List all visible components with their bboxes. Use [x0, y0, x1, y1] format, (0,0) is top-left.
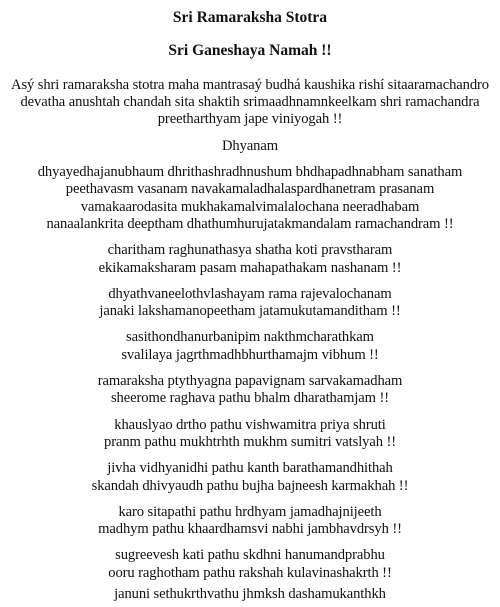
verse-line: januni sethukrthvathu jhmksh dashamukanthkh	[114, 586, 386, 602]
section-heading: Dhyanam	[221, 138, 279, 154]
intro-line: preetharthyam jape viniyogah !!	[157, 111, 343, 127]
verse-line: ramaraksha ptythyagna papavignam sarvakamadham	[97, 373, 403, 389]
verse-line: sasithondhanurbanipim nakthmcharathkam	[126, 329, 374, 345]
dhyanam-line: vamakaarodasita mukhakamalvimalalochana neeradhabam	[80, 199, 420, 215]
dhyanam-line: peethavasm vasanam navakamaladhalaspardhanetram prasanam	[65, 181, 435, 197]
verse-line: khauslyao drtho pathu vishwamitra priya shruti	[114, 417, 386, 433]
verse-line: sheerome raghava pathu bhalm dharathamjam !!	[110, 390, 390, 406]
verse-line: skandah dhivyaudh pathu bujha bajneesh karmakhah !!	[91, 478, 409, 494]
verse-line: janaki lakshamanopeetham jatamukutamanditham !!	[99, 303, 401, 319]
intro-line: devatha anushtah chandah sita shaktih srimaadhnamnkeelkam shri ramachandra	[20, 94, 480, 110]
verse-line: jivha vidhyanidhi pathu kanth barathamandhithah	[107, 460, 393, 476]
dhyanam-line: dhyayedhajanubhaum dhrithashradhnushum bhdhapadhnabham sanatham	[37, 164, 463, 180]
verse-line: sugreevesh kati pathu skdhni hanumandprabhu	[115, 547, 385, 563]
verse-line: charitham raghunathasya shatha koti pravstharam	[107, 242, 393, 258]
verse-line: svalilaya jagrthmadhbhurthamajm vibhum !!	[121, 347, 379, 363]
verse-line: ekikamaksharam pasam mahapathakam nashanam !!	[98, 260, 402, 276]
verse-line: karo sitapathi pathu hrdhyam jamadhajnijeeth	[118, 504, 382, 520]
verse-line: pranm pathu mukhtrhth mukhm sumitri vatslyah !!	[104, 434, 396, 450]
intro-line: Asý shri ramaraksha stotra maha mantrasaý budhá kaushika rishí sitaaramachandro	[11, 77, 489, 93]
document-subtitle: Sri Ganeshaya Namah !!	[168, 42, 332, 59]
verse-line: dhyathvaneelothvlashayam rama rajevalochanam	[108, 286, 392, 302]
verse-line: madhym pathu khaardhamsvi nabhi jambhavdrsyh !!	[98, 521, 402, 537]
document-title: Sri Ramaraksha Stotra	[172, 9, 328, 26]
dhyanam-line: nanaalankrita deeptham dhathumhurujatakmandalam ramachandram !!	[46, 216, 454, 232]
verse-line: ooru raghotham pathu rakshah kulavinashakrth !!	[108, 565, 392, 581]
